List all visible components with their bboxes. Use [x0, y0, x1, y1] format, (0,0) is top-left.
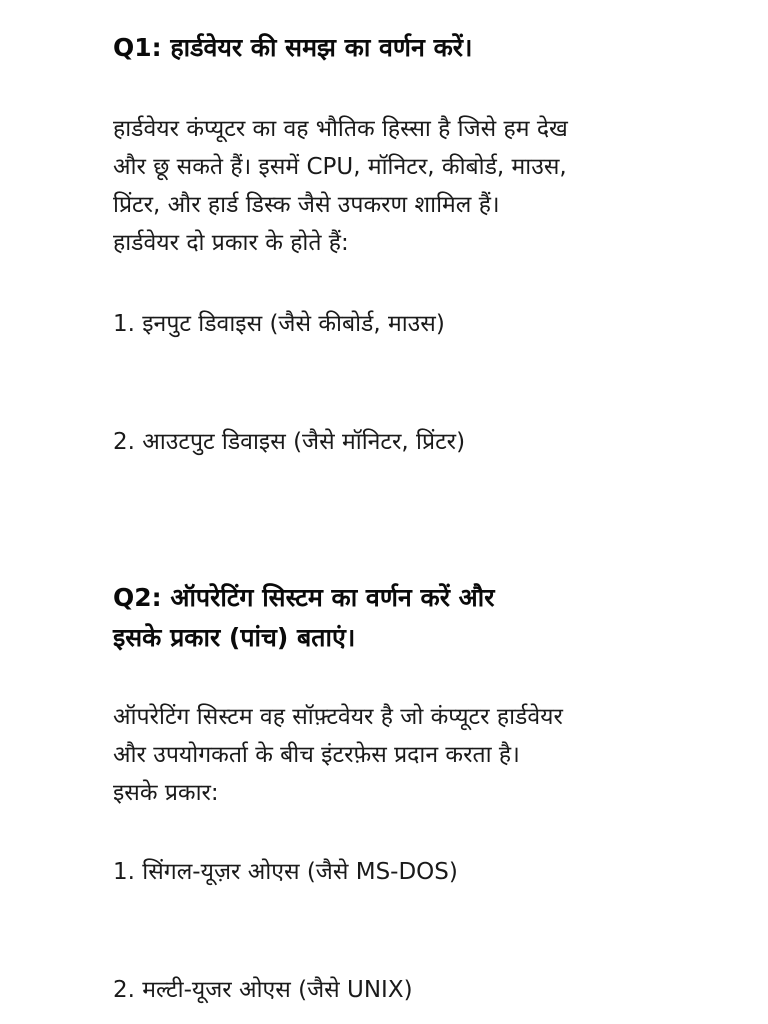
list-item: 1. सिंगल-यूज़र ओएस (जैसे MS-DOS) — [113, 859, 458, 885]
answer-line: ऑपरेटिंग सिस्टम वह सॉफ़्टवेयर है जो कंप्यूटर हार्डवेयर — [113, 704, 563, 730]
question-line: इसके प्रकार (पांच) बताएं। — [113, 623, 356, 652]
answer-line: हार्डवेयर कंप्यूटर का वह भौतिक हिस्सा है जिसे हम देख — [113, 116, 568, 142]
list-item: 2. मल्टी-यूजर ओएस (जैसे UNIX) — [113, 977, 413, 1003]
answer-line: प्रिंटर, और हार्ड डिस्क जैसे उपकरण शामिल हैं। — [113, 192, 500, 218]
answer-line: और छू सकते हैं। इसमें CPU, मॉनिटर, कीबोर्ड, माउस, — [113, 154, 567, 180]
question-1-heading: Q1: हार्डवेयर की समझ का वर्णन करें। — [113, 33, 473, 62]
answer-line: इसके प्रकार: — [113, 780, 219, 806]
question-line: Q2: ऑपरेटिंग सिस्टम का वर्णन करें और — [113, 583, 495, 612]
question-1-answer — [113, 110, 713, 262]
answer-line: और उपयोगकर्ता के बीच इंटरफ़ेस प्रदान करता है। — [113, 742, 520, 768]
question-2-heading — [113, 578, 713, 658]
question-2-answer — [113, 698, 713, 812]
list-item: 1. इनपुट डिवाइस (जैसे कीबोर्ड, माउस) — [113, 311, 445, 337]
answer-line: हार्डवेयर दो प्रकार के होते हैं: — [113, 230, 349, 256]
list-item: 2. आउटपुट डिवाइस (जैसे मॉनिटर, प्रिंटर) — [113, 429, 466, 455]
